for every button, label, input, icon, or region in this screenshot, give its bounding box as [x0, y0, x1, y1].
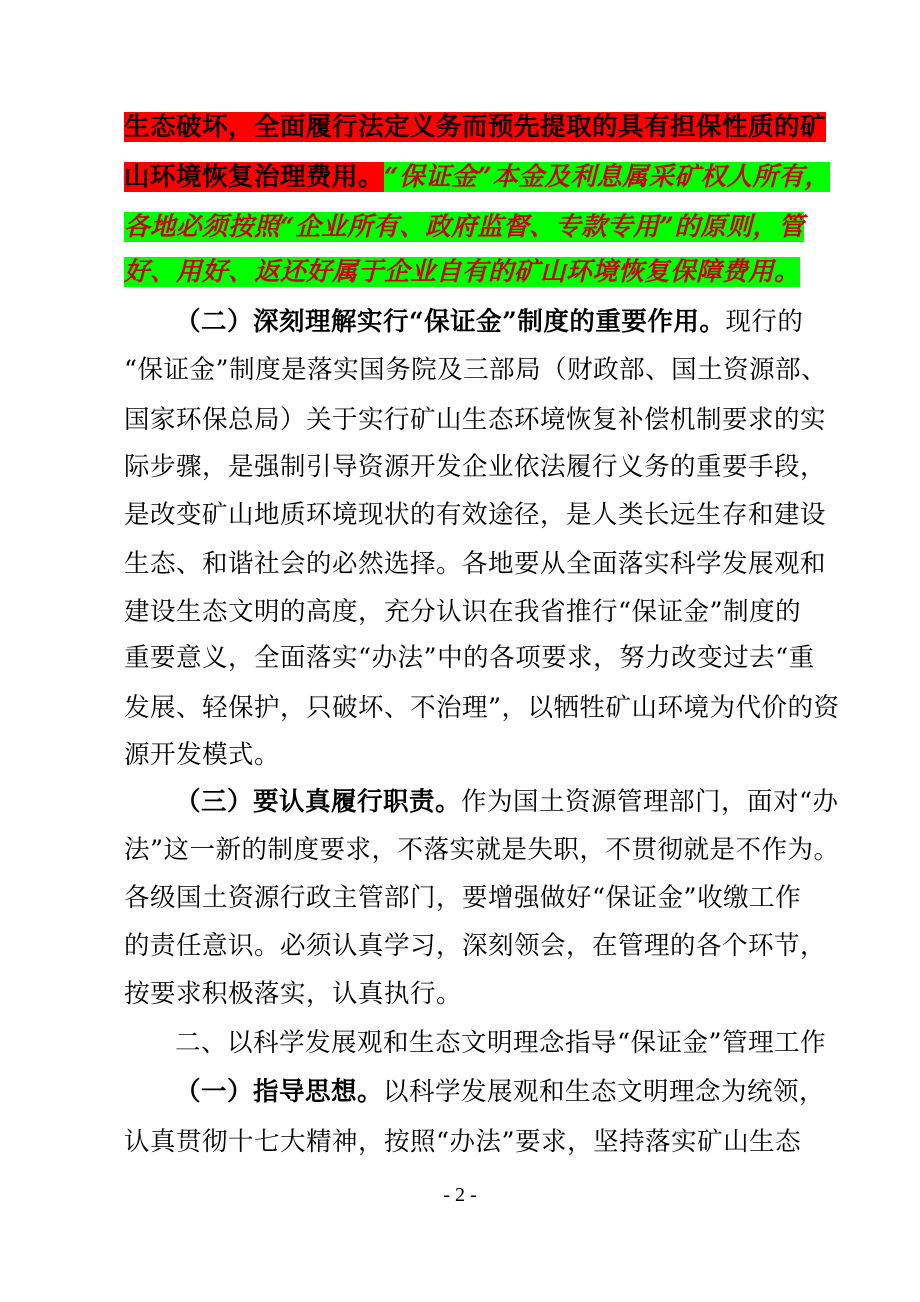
text-line — [175, 780, 839, 824]
section-heading: （二）深刻理解实行“保证金”制度的重要作用。 — [175, 307, 726, 337]
text-line — [124, 155, 830, 199]
text-line — [124, 493, 826, 537]
text-run: “保证金”制度是落实国务院及三部局（财政部、国土资源部、 — [124, 355, 828, 385]
text-line — [124, 972, 462, 1016]
text-run: 认真贯彻十七大精神，按照“办法”要求，坚持落实矿山生态 — [124, 1127, 802, 1157]
text-run: 生态、和谐社会的必然选择。各地要从全面落实科学发展观和 — [124, 549, 827, 579]
text-line — [124, 348, 827, 392]
text-run: 作为国土资源管理部门，面对“办 — [461, 787, 839, 817]
text-line — [175, 1070, 825, 1114]
text-run: 国家环保总局）关于实行矿山生态环境恢复补偿机制要求的实 — [124, 405, 827, 435]
highlighted-text: 生态破坏，全面履行法定义务而预先提取的具有担保性质的矿 — [124, 112, 827, 142]
text-run: 各级国土资源行政主管部门，要增强做好“保证金”收缴工作 — [124, 883, 802, 913]
text-line — [124, 924, 826, 968]
section-heading: （一）指导思想。 — [175, 1077, 384, 1107]
text-line — [124, 686, 840, 730]
text-run: 以科学发展观和生态文明理念为统领， — [383, 1077, 826, 1107]
text-run: 二、以科学发展观和生态文明理念指导“保证金”管理工作 — [175, 1028, 827, 1058]
text-run: 是改变矿山地质环境现状的有效途径，是人类长远生存和建设 — [124, 500, 827, 530]
highlighted-text: 山环境恢复治理费用。 — [124, 162, 385, 192]
text-line — [124, 398, 826, 442]
text-line — [124, 105, 826, 149]
text-line — [124, 733, 280, 777]
text-run: 发展、轻保护，只破坏、不治理”，以牺牲矿山环境为代价的资 — [124, 693, 840, 723]
text-line — [124, 636, 815, 680]
text-run: 重要意义，全面落实“办法”中的各项要求，努力改变过去“重 — [124, 643, 815, 673]
text-run: 的责任意识。必须认真学习，深刻领会，在管理的各个环节， — [124, 931, 827, 961]
text-run: 现行的 — [725, 307, 804, 337]
text-line — [124, 445, 826, 489]
text-line — [124, 542, 826, 586]
text-line — [124, 205, 804, 249]
text-run: 按要求积极落实，认真执行。 — [124, 979, 463, 1009]
page-number: - 2 - — [443, 1184, 477, 1206]
text-line — [124, 590, 801, 634]
text-run: 建设生态文明的高度，充分认识在我省推行“保证金”制度的 — [124, 597, 802, 627]
section-heading: （三）要认真履行职责。 — [175, 787, 462, 817]
text-run: 法”这一新的制度要求，不落实就是失职，不贯彻就是不作为。 — [124, 835, 840, 865]
text-line — [124, 1120, 801, 1164]
highlighted-text: “保证金”本金及利息属采矿权人所有， — [384, 162, 831, 192]
text-line — [175, 1021, 826, 1065]
text-run: 源开发模式。 — [124, 740, 281, 770]
text-line — [124, 876, 801, 920]
highlighted-text: 好、用好、返还好属于企业自有的矿山环境恢复保障费用。 — [124, 257, 801, 287]
highlighted-text: 各地必须按照“企业所有、政府监督、专款专用”的原则，管 — [124, 212, 805, 242]
text-line — [124, 828, 840, 872]
text-line — [124, 250, 800, 294]
text-line — [175, 300, 803, 344]
text-run: 际步骤，是强制引导资源开发企业依法履行义务的重要手段， — [124, 452, 827, 482]
